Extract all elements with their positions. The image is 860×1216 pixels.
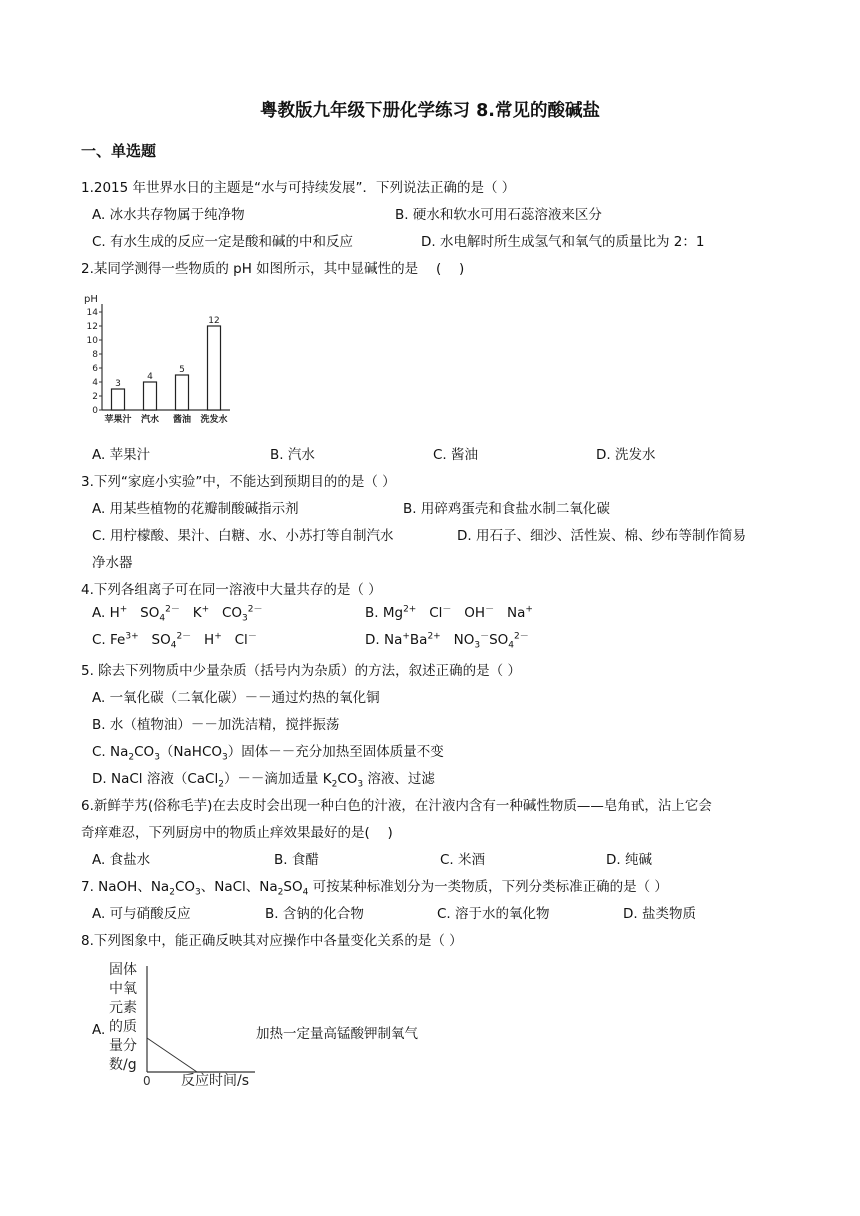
question-2-stem: 2.某同学测得一些物质的 pH 如图所示，其中显碱性的是 ( ): [81, 261, 465, 277]
chart-y-tick-label: 6: [92, 364, 98, 374]
graph-ylabel-line-5: 量分: [109, 1038, 137, 1054]
question-5-option-c: C. $Na_2CO_3(NaHCO_3)$固体－－充分加热至固体质量不变: [92, 744, 444, 763]
question-7-option-a: A. 可与硝酸反应: [92, 906, 191, 922]
question-4-option-c: C. $Fe^{3+}$ $SO_4^{2-}$ H+ Cl－: [92, 631, 257, 651]
chart-y-tick-label: 12: [86, 322, 98, 332]
question-4-stem: 4.下列各组离子可在同一溶液中大量共存的是（ ）: [81, 582, 382, 598]
question-7-option-b: B. 含钠的化合物: [265, 906, 364, 922]
chart-bar: [208, 326, 221, 410]
question-1-stem: 1.2015 年世界水日的主题是“水与可持续发展”．下列说法正确的是（ ）: [81, 180, 516, 196]
graph-ylabel-line-1: 固体: [109, 962, 137, 978]
graph-ylabel-line-2: 中氧: [109, 981, 137, 997]
question-5-option-b: B. 水（植物油）－－加洗洁精，搅拌振荡: [92, 717, 340, 733]
ph-bar-chart: [82, 290, 242, 430]
question-2-option-c: C. 酱油: [433, 447, 479, 463]
question-8-stem: 8.下列图象中，能正确反映其对应操作中各量变化关系的是（ ）: [81, 933, 463, 949]
chart-category-label: 苹果汁: [104, 415, 132, 425]
chart-bar: [112, 389, 125, 410]
chart-bar-value-label: 12: [208, 316, 220, 326]
question-2-option-a: A. 苹果汁: [92, 447, 151, 463]
graph-xlabel: 反应时间/s: [181, 1073, 250, 1086]
question-3-option-a: A. 用某些植物的花瓣制酸碱指示剂: [92, 501, 299, 517]
graph-decreasing-line: [147, 1038, 197, 1072]
question-4-option-b: B. $Mg^{2+}$ Cl－ OH－ Na+: [365, 604, 533, 621]
question-6-option-d: D. 纯碱: [606, 852, 652, 868]
question-3-option-d-cont: 净水器: [92, 555, 133, 571]
question-2-option-d: D. 洗发水: [596, 447, 656, 463]
chart-bar: [176, 375, 189, 410]
chart-category-label: 酱油: [172, 415, 192, 425]
chart-bar-value-label: 4: [147, 372, 153, 382]
question-7-option-c: C. 溶于水的氧化物: [437, 906, 550, 922]
chart-y-tick-label: 2: [92, 392, 98, 402]
question-6-option-b: B. 食醋: [274, 852, 319, 868]
graph-ylabel-line-6: 数/g: [109, 1057, 137, 1073]
chart-y-tick-label: 10: [86, 336, 98, 346]
question-3-stem: 3.下列“家庭小实验”中，不能达到预期目的的是（ ）: [81, 474, 396, 490]
chart-y-tick-label: 14: [86, 308, 98, 318]
question-1-option-d: D. 水电解时所生成氢气和氧气的质量比为 2：1: [421, 234, 705, 250]
question-3-option-b: B. 用碎鸡蛋壳和食盐水制二氧化碳: [403, 501, 610, 517]
oxygen-fraction-graph: [105, 958, 265, 1086]
question-6-stem-cont: 奇痒难忍，下列厨房中的物质止痒效果最好的是( ): [81, 825, 393, 841]
page-title: 粤教版九年级下册化学练习 8.常见的酸碱盐: [260, 101, 600, 121]
question-5-stem: 5. 除去下列物质中少量杂质（括号内为杂质）的方法，叙述正确的是（ ）: [81, 663, 521, 679]
chart-category-label: 汽水: [140, 415, 160, 425]
question-3-option-c: C. 用柠檬酸、果汁、白糖、水、小苏打等自制汽水: [92, 528, 394, 544]
graph-ylabel-line-3: 元素: [109, 1000, 137, 1016]
question-7-stem: 7. NaOH、$Na_2CO_3$、NaCl、$Na_2SO_4$ 可按某种标准划分为一类物质，下列分类标准正确的是（ ）: [81, 879, 668, 898]
question-6-stem: 6.新鲜芋艿(俗称毛芋)在去皮时会出现一种白色的汁液，在汁液内含有一种碱性物质——皂角甙，沾上它会: [81, 798, 712, 814]
question-1-option-a: A. 冰水共存物属于纯净物: [92, 207, 245, 223]
chart-bar-value-label: 3: [115, 379, 121, 389]
chart-y-tick-label: 4: [92, 378, 98, 388]
question-8-option-a-label: A.: [92, 1022, 106, 1038]
question-5-option-d: D. NaCl 溶液（CaCl$_2$）－－滴加适量 $K_2CO_3$ 溶液、过滤: [92, 771, 435, 790]
question-7-option-d: D. 盐类物质: [623, 906, 696, 922]
question-1-option-c: C. 有水生成的反应一定是酸和碱的中和反应: [92, 234, 354, 250]
question-2-option-b: B. 汽水: [270, 447, 315, 463]
ph-chart-root: [84, 294, 230, 425]
graph-ylabel-line-4: 的质: [109, 1019, 137, 1035]
question-4-option-a: A. H+ $SO_4^{2-}$ K+ $CO_3^{2-}$: [92, 604, 263, 624]
chart-bar-value-label: 5: [179, 365, 185, 375]
chart-y-label: pH: [84, 294, 98, 305]
question-6-option-c: C. 米酒: [440, 852, 486, 868]
graph-origin-label: 0: [143, 1074, 151, 1086]
chart-y-tick-label: 8: [92, 350, 98, 360]
question-4-option-d: D. $Na^+Ba^{2+}$ $NO_3^-SO_4^{2-}$: [365, 631, 529, 651]
section-heading: 一、单选题: [81, 142, 157, 160]
chart-bar: [144, 382, 157, 410]
question-3-option-d: D. 用石子、细沙、活性炭、棉、纱布等制作简易: [457, 528, 746, 544]
chart-category-label: 洗发水: [200, 415, 228, 425]
question-6-option-a: A. 食盐水: [92, 852, 151, 868]
question-5-option-a: A. 一氧化碳（二氧化碳）－－通过灼热的氧化铜: [92, 690, 380, 706]
chart-y-tick-label: 0: [92, 406, 98, 416]
question-8-option-a-text: 加热一定量高锰酸钾制氧气: [256, 1026, 418, 1042]
question-1-option-b: B. 硬水和软水可用石蕊溶液来区分: [395, 207, 602, 223]
